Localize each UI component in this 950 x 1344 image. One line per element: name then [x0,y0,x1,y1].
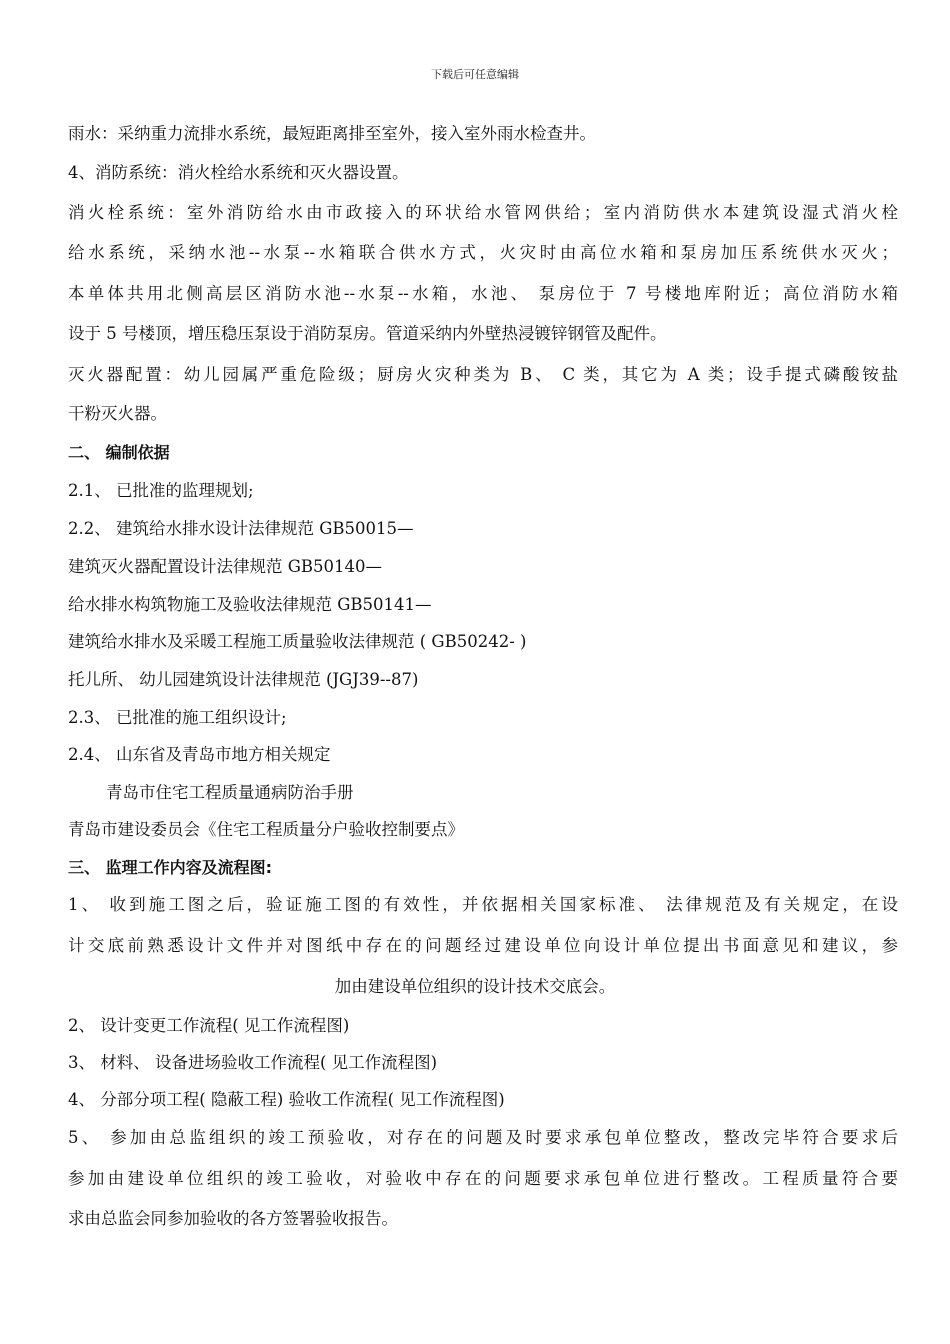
paragraph-line: 干粉灭火器。 [68,404,167,423]
list-item: 青岛市建设委员会《住宅工程质量分户验收控制要点》 [68,820,464,839]
list-item: 3、 材料、 设备进场验收工作流程( 见工作流程图) [68,1053,438,1072]
paragraph-line: 雨水：采纳重力流排水系统，最短距离排至室外，接入室外雨水检查井。 [68,124,596,143]
paragraph-line: 灭火器配置：幼儿园属严重危险级；厨房火灾种类为 B、 C 类，其它为 A 类；设手提式磷酸铵盐 [68,365,898,384]
paragraph-line: 1、 收到施工图之后，验证施工图的有效性，并依据相关国家标准、 法律规范及有关规定，在设 [68,895,898,914]
paragraph-line: 加由建设单位组织的设计技术交底会。 [334,977,616,996]
paragraph-line: 计交底前熟悉设计文件并对图纸中存在的问题经过建设单位向设计单位提出书面意见和建议，参 [68,936,898,955]
page-header: 下载后可任意编辑 [431,68,519,81]
section-heading: 二、 编制依据 [68,443,170,462]
paragraph-line: 参加由建设单位组织的竣工验收，对验收中存在的问题要求承包单位进行整改。工程质量符合要 [68,1169,898,1188]
list-item: 2.4、 山东省及青岛市地方相关规定 [68,745,331,764]
list-item: 青岛市住宅工程质量通病防治手册 [106,783,354,802]
section-heading: 三、 监理工作内容及流程图: [68,858,272,877]
list-item: 给水排水构筑物施工及验收法律规范 GB50141— [68,595,432,614]
list-item: 2、 设计变更工作流程( 见工作流程图) [68,1016,350,1035]
list-item: 2.3、 已批准的施工组织设计; [68,708,287,727]
list-item: 托儿所、 幼儿园建筑设计法律规范 (JGJ39--87) [68,670,419,689]
list-item: 2.1、 已批准的监理规划; [68,481,254,500]
paragraph-line: 设于 5 号楼顶，增压稳压泵设于消防泵房。管道采纳内外壁热浸镀锌钢管及配件。 [68,324,667,343]
paragraph-line: 给水系统，采纳水池--水泵--水箱联合供水方式，火灾时由高位水箱和泵房加压系统供水灭火； [68,243,898,262]
list-item: 2.2、 建筑给水排水设计法律规范 GB50015— [68,519,414,538]
paragraph-line: 本单体共用北侧高层区消防水池--水泵--水箱，水池、 泵房位于 7 号楼地库附近；高位消防水箱 [68,284,898,303]
paragraph-line: 5、 参加由总监组织的竣工预验收，对存在的问题及时要求承包单位整改，整改完毕符合要求后 [68,1128,898,1147]
paragraph-line: 消火栓系统：室外消防给水由市政接入的环状给水管网供给；室内消防供水本建筑设湿式消火栓 [68,203,898,222]
list-item: 4、 分部分项工程( 隐蔽工程) 验收工作流程( 见工作流程图) [68,1090,505,1109]
list-item: 建筑灭火器配置设计法律规范 GB50140— [68,557,383,576]
paragraph-line: 4、消防系统：消火栓给水系统和灭火器设置。 [68,163,409,182]
list-item: 建筑给水排水及采暖工程施工质量验收法律规范 ( GB50242- ) [68,632,527,651]
paragraph-line: 求由总监会同参加验收的各方签署验收报告。 [68,1209,398,1228]
